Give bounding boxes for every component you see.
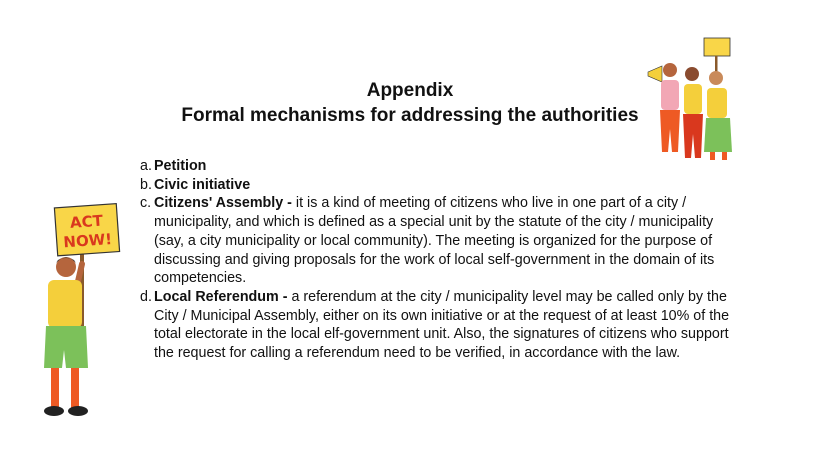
- mechanisms-list: [132, 157, 732, 363]
- list-item: [132, 176, 732, 195]
- item-term: Civic initiative: [154, 176, 251, 193]
- list-marker: b.: [140, 176, 152, 193]
- list-marker: a.: [140, 158, 152, 174]
- protester-sign-illustration: [38, 200, 138, 430]
- list-marker: d.: [140, 288, 152, 305]
- list-item: [132, 194, 732, 288]
- title-line-2: Formal mechanisms for addressing the authorities: [181, 105, 639, 126]
- sign-text-line-1: ACT: [69, 211, 104, 232]
- item-text: it is a kind of meeting of citizens who live in one part of a city / municipality, and which is defined as a special unit by the statute of the city / municipality (say, a city municipality or local community). The meeting is organized for the purpose of discussing and giving proposals for the work of local self-government in the domain of its competencies.: [154, 195, 715, 287]
- item-term: Petition: [154, 158, 207, 174]
- protesters-group-illustration: [644, 34, 744, 164]
- list-marker: c.: [140, 195, 152, 212]
- page-title: [140, 78, 680, 128]
- item-text: a referendum at the city / municipality level may be called only by the City / Municipal Assembly, either on its own initiative or at the request of at least 10% of the total electorate in the local elf-government unit. Also, the signatures of citizens who support the request for calling a referendum need to be verified, in accordance with the law.: [154, 288, 730, 362]
- list-item: [132, 157, 732, 176]
- item-term: Citizens' Assembly -: [154, 195, 292, 212]
- sign-text-line-2: NOW!: [62, 230, 113, 252]
- item-term: Local Referendum -: [154, 288, 288, 305]
- title-line-1: Appendix: [366, 80, 454, 101]
- list-item: [132, 288, 732, 363]
